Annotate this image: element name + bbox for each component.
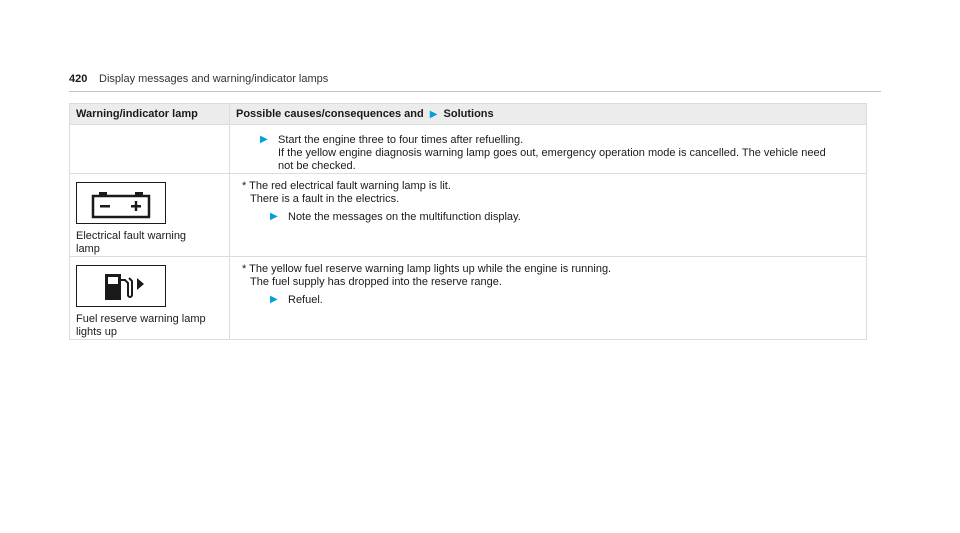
battery-icon	[76, 182, 166, 224]
lamp-cell-empty	[70, 125, 230, 173]
lamp-label-line: Electrical fault warning	[76, 230, 187, 242]
cause-text	[236, 178, 860, 206]
solution-text-line: If the yellow engine diagnosis warning lamp goes out, emergency operation mode is cancelled. The vehicle need	[278, 147, 826, 159]
warning-lamp-table	[69, 103, 867, 340]
table-row	[70, 257, 866, 339]
table-row	[70, 125, 866, 174]
page-number: 420	[69, 73, 88, 85]
solution-step-text: Refuel.	[288, 294, 323, 306]
column-header-causes-label: Possible causes/consequences and	[236, 108, 424, 120]
column-header-solutions-label: Solutions	[443, 108, 494, 120]
cause-solution-cell	[230, 174, 866, 256]
step-arrow-icon: ▶	[270, 294, 278, 305]
lamp-label	[76, 313, 223, 339]
column-header-lamp: Warning/indicator lamp	[70, 104, 230, 124]
cause-line: There is a fault in the electrics.	[250, 193, 400, 205]
solutions-arrow-icon: ▶	[429, 109, 438, 120]
solution-text-line: Start the engine three to four times after refuelling.	[278, 134, 524, 146]
solution-cell	[230, 125, 866, 173]
lamp-cell	[70, 257, 230, 339]
table-header-row	[70, 104, 866, 125]
cause-line: * The red electrical fault warning lamp is lit.	[242, 180, 451, 192]
fuel-pump-icon	[76, 265, 166, 307]
lamp-cell	[70, 174, 230, 256]
table-row	[70, 174, 866, 257]
solution-step	[236, 129, 860, 173]
solution-step	[236, 289, 860, 307]
cause-line: The fuel supply has dropped into the reserve range.	[250, 276, 502, 288]
cause-text	[236, 261, 860, 289]
page-header-title: Display messages and warning/indicator lamps	[99, 73, 329, 85]
cause-line: * The yellow fuel reserve warning lamp lights up while the engine is running.	[242, 263, 612, 275]
cause-solution-cell	[230, 257, 866, 339]
lamp-label-line: lamp	[76, 243, 100, 255]
lamp-label-line: Fuel reserve warning lamp	[76, 313, 206, 325]
step-arrow-icon: ▶	[270, 211, 278, 222]
step-arrow-icon: ▶	[260, 134, 268, 145]
solution-text-line: not be checked.	[278, 160, 356, 172]
solution-step-text	[278, 134, 826, 173]
lamp-label	[76, 230, 223, 256]
column-header-causes	[230, 104, 866, 124]
solution-step-text: Note the messages on the multifunction display.	[288, 211, 521, 223]
lamp-label-line: lights up	[76, 326, 117, 338]
page-header	[69, 69, 881, 92]
solution-step	[236, 206, 860, 224]
